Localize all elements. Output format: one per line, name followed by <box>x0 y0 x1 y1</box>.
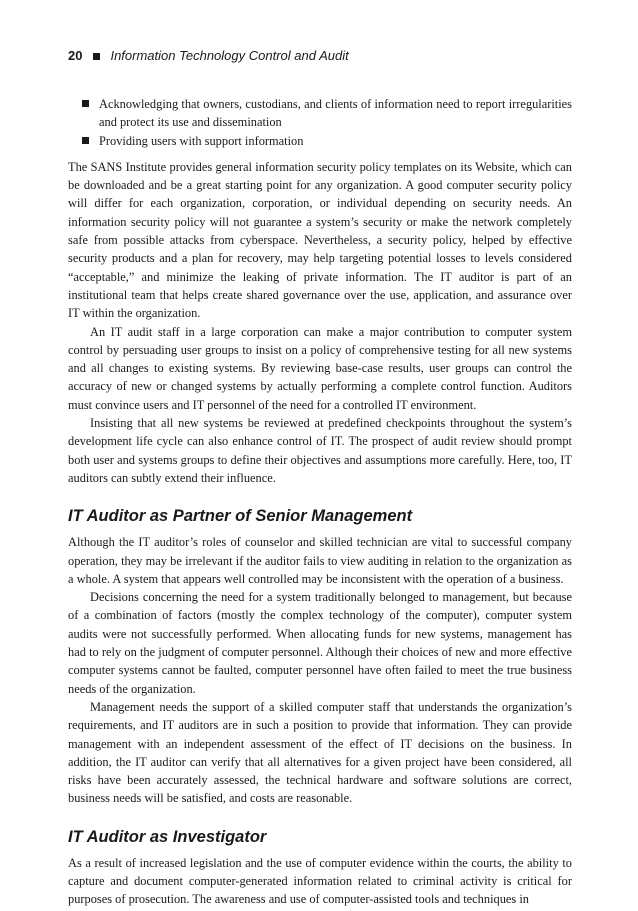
paragraph: Management needs the support of a skilled computer staff that understands the organization’s requirements, and IT auditors are in such a position to provide that information. They can provide management with an independent assessment of the effect of IT decisions on the business. In addition, the IT auditor can verify that all alternatives for a given project have been considered, all risks have been accurately assessed, the technical hardware and software solutions are correct, business needs will be satisfied, and costs are reasonable. <box>68 699 572 806</box>
paragraph: An IT audit staff in a large corporation can make a major contribution to computer system control by persuading user groups to insist on a policy of comprehensive testing for all new systems and all changes to existing systems. By reviewing base-case results, user groups can control the accuracy of new or changed systems by actually performing a complete control function. Auditors must convince users and IT personnel of the need for a controlled IT environment. <box>68 324 572 412</box>
page-number: 20 <box>68 48 83 63</box>
body-text <box>68 95 572 909</box>
list-item-text: Providing users with support information <box>99 133 304 148</box>
list-item <box>82 95 572 132</box>
paragraph: Decisions concerning the need for a system traditionally belonged to management, but because of a combination of factors (mostly the complex technology of the computer), computer system audits were not successfully performed. When allocating funds for new systems, management has had to rely on the judgment of computer personnel. Although their choices of new and more effective computer systems cannot be faulted, computer personnel have often failed to meet the true business needs of the organization. <box>68 590 572 696</box>
paragraph: The SANS Institute provides general information security policy templates on its Website, which can be downloaded and be a great starting point for any organization. A good computer security policy will differ for each organization, corporation, or individual depending on security needs. An information security policy will not guarantee a system’s security or make the network completely safe from possible attacks from cyberspace. Nevertheless, a security policy, helped by effective security products and a plan for recovery, may help targeting potential losses to levels considered “acceptable,” and minimize the leaking of private information. The IT auditor is part of an institutional team that helps create shared governance over the use, application, and assurance over IT within the organization. <box>68 159 572 321</box>
list-item <box>82 132 572 150</box>
running-title: Information Technology Control and Audit <box>110 48 349 63</box>
bullet-list <box>68 95 572 150</box>
paragraph: Although the IT auditor’s roles of counselor and skilled technician are vital to successful company operation, they may be irrelevant if the auditor fails to view auditing in relation to the organization as a whole. A system that appears well controlled may be inconsistent with the operation of a business. <box>68 535 572 586</box>
running-header <box>68 47 572 65</box>
section-heading-partner: IT Auditor as Partner of Senior Management <box>68 507 413 526</box>
square-bullet-icon <box>82 100 89 107</box>
square-separator-icon <box>93 53 100 60</box>
paragraph: Insisting that all new systems be reviewed at predefined checkpoints throughout the system’s development life cycle can also enhance control of IT. The prospect of audit review should prompt both user and systems groups to define their objectives and assumptions more carefully. Here, too, IT auditors can subtly extend their influence. <box>68 416 572 485</box>
square-bullet-icon <box>82 137 89 144</box>
list-item-text: Acknowledging that owners, custodians, and clients of information need to report irregularities and protect its use and dissemination <box>99 97 572 130</box>
paragraph: As a result of increased legislation and the use of computer evidence within the courts, the ability to capture and document computer-generated information related to criminal activity is critical for purposes of prosecution. The awareness and use of computer-assisted tools and techniques in <box>68 855 572 907</box>
section-heading-investigator: IT Auditor as Investigator <box>68 827 267 846</box>
